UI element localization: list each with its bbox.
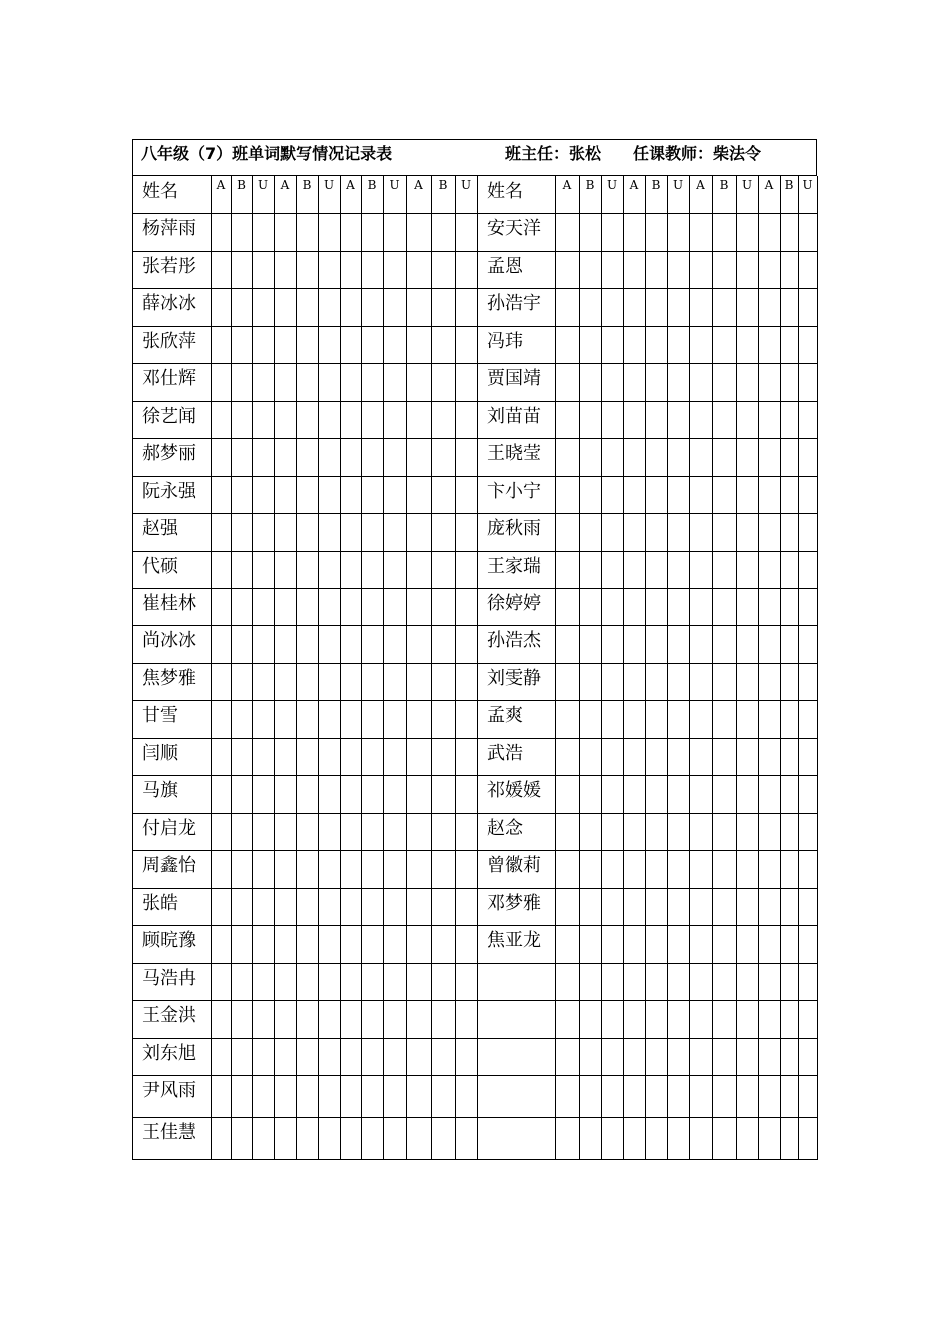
student-name-left: 赵强: [142, 518, 178, 539]
grid-line: [817, 176, 818, 1160]
student-name-left: 郝梦丽: [142, 443, 196, 464]
student-name-left: 张若彤: [142, 256, 196, 277]
grid-line: [132, 476, 818, 477]
grid-line: [431, 176, 432, 1159]
grade-column-header: B: [302, 178, 312, 192]
grid-line: [477, 176, 478, 1159]
student-name-left: 崔桂林: [142, 593, 196, 614]
grid-line: [132, 401, 818, 402]
grid-line: [132, 1038, 818, 1039]
student-name-right: 邓梦雅: [487, 893, 541, 914]
grid-line: [132, 925, 818, 926]
grade-column-header: U: [741, 178, 753, 192]
student-name-right: 孟恩: [487, 256, 523, 277]
student-name-left: 周鑫怡: [142, 855, 196, 876]
student-name-right: 贾国靖: [487, 368, 541, 389]
student-name-left: 阮永强: [142, 481, 196, 502]
grade-column-header: A: [346, 178, 355, 192]
grid-line: [132, 251, 818, 252]
grade-column-header: U: [672, 178, 684, 192]
student-name-left: 徐艺闻: [142, 406, 196, 427]
grid-line: [798, 176, 799, 1159]
student-name-right: 刘苗苗: [487, 406, 541, 427]
grid-line: [132, 363, 818, 364]
student-name-right: 曾徽莉: [487, 855, 541, 876]
grid-line: [231, 176, 232, 1159]
grid-line: [780, 176, 781, 1159]
grid-line: [132, 551, 818, 552]
grade-column-header: U: [257, 178, 269, 192]
grid-line: [340, 176, 341, 1159]
grade-column-header: B: [651, 178, 661, 192]
grid-line: [383, 176, 384, 1159]
grade-column-header: B: [784, 178, 794, 192]
name-column-header: 姓名: [487, 181, 523, 202]
grid-line: [132, 963, 818, 964]
grid-line: [132, 213, 818, 214]
grade-column-header: A: [280, 178, 290, 192]
grade-column-header: B: [367, 178, 377, 192]
grid-line: [252, 176, 253, 1159]
grid-line: [132, 813, 818, 814]
head-teacher-label: 班主任：张松: [505, 144, 602, 163]
student-name-left: 顾晥豫: [142, 930, 196, 951]
student-name-right: 庞秋雨: [487, 518, 541, 539]
grid-line: [736, 176, 737, 1159]
student-name-left: 刘东旭: [142, 1043, 196, 1064]
grade-column-header: A: [414, 178, 423, 192]
grid-line: [132, 1075, 818, 1076]
student-name-right: 武浩: [487, 743, 523, 764]
grid-line: [132, 326, 818, 327]
grade-column-header: U: [389, 178, 400, 192]
grade-column-header: B: [237, 178, 246, 192]
student-name-left: 焦梦雅: [142, 668, 196, 689]
grid-line: [712, 176, 713, 1159]
grid-line: [132, 513, 818, 514]
student-name-left: 王金洪: [142, 1005, 196, 1026]
grid-line: [455, 176, 456, 1159]
grid-line: [555, 176, 556, 1159]
grid-line: [296, 176, 297, 1159]
grade-column-header: B: [585, 178, 595, 192]
grid-line: [667, 176, 668, 1159]
student-name-right: 徐婷婷: [487, 593, 541, 614]
grade-column-header: A: [216, 178, 226, 192]
student-name-left: 付启龙: [142, 818, 196, 839]
grid-line: [274, 176, 275, 1159]
student-name-left: 张欣萍: [142, 331, 196, 352]
student-name-left: 薛冰冰: [142, 293, 196, 314]
student-name-left: 尹风雨: [142, 1080, 196, 1101]
grade-column-header: U: [323, 178, 335, 192]
grade-column-header: A: [629, 178, 639, 192]
grid-line: [406, 176, 407, 1159]
grid-line: [132, 625, 818, 626]
student-name-right: 安天洋: [487, 218, 541, 239]
student-name-right: 焦亚龙: [487, 930, 541, 951]
student-name-right: 赵念: [487, 818, 523, 839]
student-name-left: 闫顺: [142, 743, 178, 764]
grid-line: [132, 850, 818, 851]
grid-line: [579, 176, 580, 1159]
grid-line: [132, 1000, 818, 1001]
grid-line: [132, 588, 818, 589]
student-name-left: 张皓: [142, 893, 178, 914]
student-name-left: 王佳慧: [142, 1122, 196, 1143]
grid-line: [623, 176, 624, 1159]
student-name-right: 卞小宁: [487, 481, 541, 502]
grid-line: [689, 176, 690, 1159]
grid-line: [132, 1117, 818, 1118]
grade-column-header: U: [802, 178, 813, 192]
student-name-right: 王晓莹: [487, 443, 541, 464]
sheet-title: 八年级（7）班单词默写情况记录表: [141, 144, 393, 163]
grid-line: [645, 176, 646, 1159]
grid-line: [132, 738, 818, 739]
grid-line: [132, 288, 818, 289]
student-name-right: 刘雯静: [487, 668, 541, 689]
grid-line: [318, 176, 319, 1159]
grid-line: [132, 176, 133, 1160]
grade-column-header: U: [460, 178, 472, 192]
grid-line: [132, 775, 818, 776]
student-name-right: 孙浩宇: [487, 293, 541, 314]
student-name-right: 冯玮: [487, 331, 523, 352]
grid-line: [132, 1159, 818, 1160]
grid-line: [211, 176, 212, 1159]
grade-column-header: A: [696, 178, 705, 192]
student-name-left: 杨萍雨: [142, 218, 196, 239]
student-name-right: 祁媛媛: [487, 780, 541, 801]
name-column-header: 姓名: [142, 181, 178, 202]
grade-column-header: B: [719, 178, 729, 192]
grid-line: [758, 176, 759, 1159]
student-name-right: 孟爽: [487, 705, 523, 726]
student-name-right: 王家瑞: [487, 556, 541, 577]
grid-line: [132, 438, 818, 439]
subject-teacher-label: 任课教师：柴法令: [633, 144, 762, 163]
grid-line: [361, 176, 362, 1159]
grid-line: [132, 700, 818, 701]
student-name-right: 孙浩杰: [487, 630, 541, 651]
student-name-left: 邓仕辉: [142, 368, 196, 389]
student-name-left: 代硕: [142, 556, 178, 577]
grade-column-header: B: [438, 178, 448, 192]
grid-line: [601, 176, 602, 1159]
student-name-left: 甘雪: [142, 705, 178, 726]
grid-line: [132, 888, 818, 889]
grade-column-header: A: [764, 178, 774, 192]
student-name-left: 马旗: [142, 780, 178, 801]
grade-column-header: A: [562, 178, 572, 192]
grade-column-header: U: [606, 178, 618, 192]
student-name-left: 尚冰冰: [142, 630, 196, 651]
grid-line: [132, 663, 818, 664]
student-name-left: 马浩冉: [142, 968, 196, 989]
